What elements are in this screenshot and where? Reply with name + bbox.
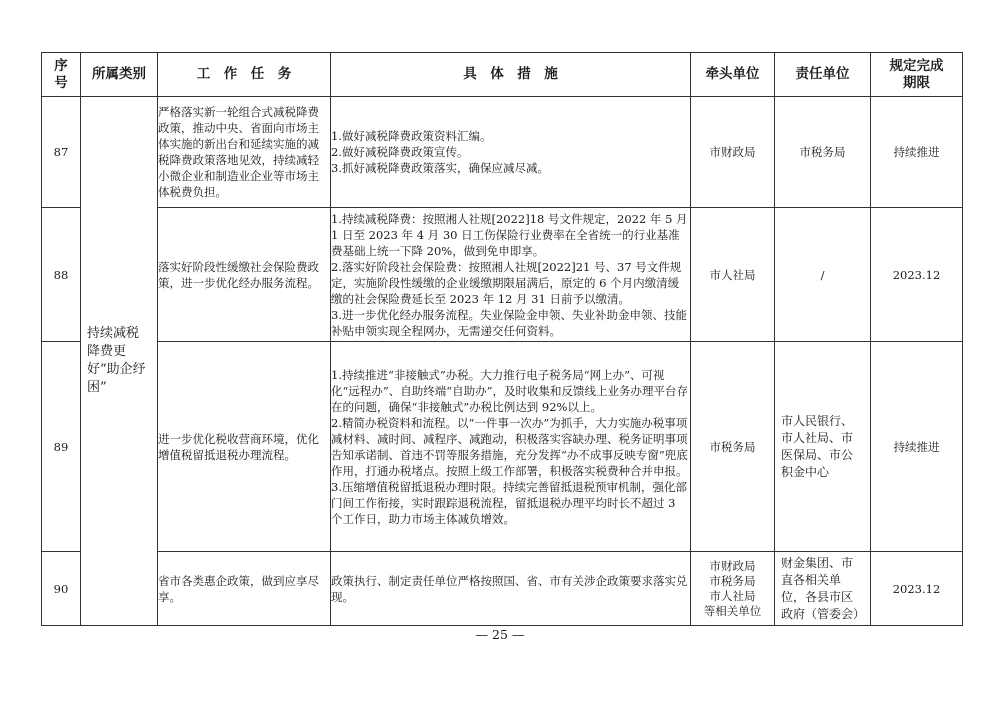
lead-unit-line: 市人社局 xyxy=(709,267,756,282)
header-measures: 具 体 措 施 xyxy=(331,53,691,97)
measure-item: 1.做好减税降费政策资料汇编。 xyxy=(331,129,492,143)
category-cell: 持续减税降费更好“助企纾困” xyxy=(81,97,158,626)
measure-item: 3.压缩增值税留抵退税办理时限。持续完善留抵退税预审机制，强化部门间工作衔接，实时跟踪退税流程，留抵退税办理平均时长不超过 3 个工作日，助力市场主体减负增效。 xyxy=(331,479,687,526)
measure-item: 2.做好减税降费政策宣传。 xyxy=(331,145,469,159)
table-row xyxy=(42,552,963,626)
header-row xyxy=(42,53,963,97)
row-task: 省市各类惠企政策，做到应享尽享。 xyxy=(158,552,331,626)
row-deadline: 持续推进 xyxy=(871,342,963,552)
row-responsible-unit: / xyxy=(775,208,871,342)
row-seq: 90 xyxy=(42,552,81,626)
row-responsible-unit: 市税务局 xyxy=(775,97,871,208)
row-deadline: 2023.12 xyxy=(871,552,963,626)
row-seq: 87 xyxy=(42,97,81,208)
row-lead-unit xyxy=(691,208,775,342)
lead-unit-line: 市税务局 xyxy=(709,573,756,588)
lead-unit-line: 市财政局 xyxy=(709,145,756,159)
header-deadline xyxy=(871,53,963,97)
lead-unit-line: 市人社局 xyxy=(709,588,756,603)
measure-item: 1.持续减税降费：按照湘人社规[2022]18 号文件规定，2022 年 5 月 1 日至 2023 年 4 月 30 日工伤保险行业费率在全省统一的行业基准费基础上统一下降 20%，做到免申即享。 xyxy=(331,211,688,258)
header-seq-line-2: 号 xyxy=(54,74,68,91)
row-responsible-unit: 市人民银行、市人社局、市医保局、市公积金中心 xyxy=(775,342,871,552)
table-row xyxy=(42,342,963,552)
row-seq: 88 xyxy=(42,208,81,342)
header-category: 所属类别 xyxy=(81,53,158,97)
measure-item: 3.抓好减税降费政策落实，确保应减尽减。 xyxy=(331,161,549,175)
row-responsible-unit: 财金集团、市直各相关单位，各县市区政府（管委会） xyxy=(775,552,871,626)
measure-item: 2.精简办税资料和流程。以“一件事一次办”为抓手，大力实施办税事项减材料、减时间、减程序、减跑动，积极落实容缺办理、税务证明事项告知承诺制、首违不罚等服务措施，充分发挥“办不成事反映专窗”兜底作用，打通办税堵点。按照上级工作部署，积极落实税费种合并申报。 xyxy=(331,415,688,478)
row-task: 落实好阶段性缓缴社会保险费政策，进一步优化经办服务流程。 xyxy=(158,208,331,342)
row-deadline: 持续推进 xyxy=(871,97,963,208)
header-seq xyxy=(42,53,81,97)
page-number: — 25 — xyxy=(475,627,525,642)
row-deadline: 2023.12 xyxy=(871,208,963,342)
header-responsible-unit: 责任单位 xyxy=(775,53,871,97)
row-lead-unit xyxy=(691,342,775,552)
header-deadline-line-2: 期限 xyxy=(903,74,930,91)
row-measures xyxy=(331,342,691,552)
row-task: 进一步优化税收营商环境，优化增值税留抵退税办理流程。 xyxy=(158,342,331,552)
row-seq: 89 xyxy=(42,342,81,552)
measure-item: 3.进一步优化经办服务流程。失业保险金申领、失业补助金申领、技能补贴申领实现全程网办，无需递交任何资料。 xyxy=(331,307,687,338)
measure-item: 1.持续推进“非接触式”办税。大力推行电子税务局“网上办”、可视化“远程办”、自助终端“自助办”，及时收集和反馈线上业务办理平台存在的问题，确保“非接触式”办税比例达到 92%以上。 xyxy=(331,367,689,414)
measure-item: 政策执行、制定责任单位严格按照国、省、市有关涉企政策要求落实兑现。 xyxy=(331,573,688,604)
header-deadline-line-1: 规定完成 xyxy=(889,57,944,74)
table-row xyxy=(42,97,963,208)
table-row xyxy=(42,208,963,342)
row-lead-unit xyxy=(691,97,775,208)
measure-item: 2.落实好阶段社会保险费：按照湘人社规[2022]21 号、37 号文件规定，实施阶段性缓缴的企业缓缴期限届满后，原定的 6 个月内缴清缓缴的社会保险费延长至 2023 年 12 月 31 日前予以缴清。 xyxy=(331,259,682,306)
task-table xyxy=(41,52,963,626)
row-task: 严格落实新一轮组合式减税降费政策，推动中央、省面向市场主体实施的新出台和延续实施的减税降费政策落地见效，持续减轻小微企业和制造业企业等市场主体税费负担。 xyxy=(158,97,331,208)
row-measures xyxy=(331,208,691,342)
lead-unit-line: 市财政局 xyxy=(709,558,756,573)
row-lead-unit xyxy=(691,552,775,626)
header-seq-line-1: 序 xyxy=(54,57,68,74)
header-task: 工 作 任 务 xyxy=(158,53,331,97)
header-lead-unit: 牵头单位 xyxy=(691,53,775,97)
row-measures xyxy=(331,97,691,208)
lead-unit-line: 市税务局 xyxy=(709,439,756,454)
lead-unit-line: 等相关单位 xyxy=(703,603,762,618)
row-measures xyxy=(331,552,691,626)
